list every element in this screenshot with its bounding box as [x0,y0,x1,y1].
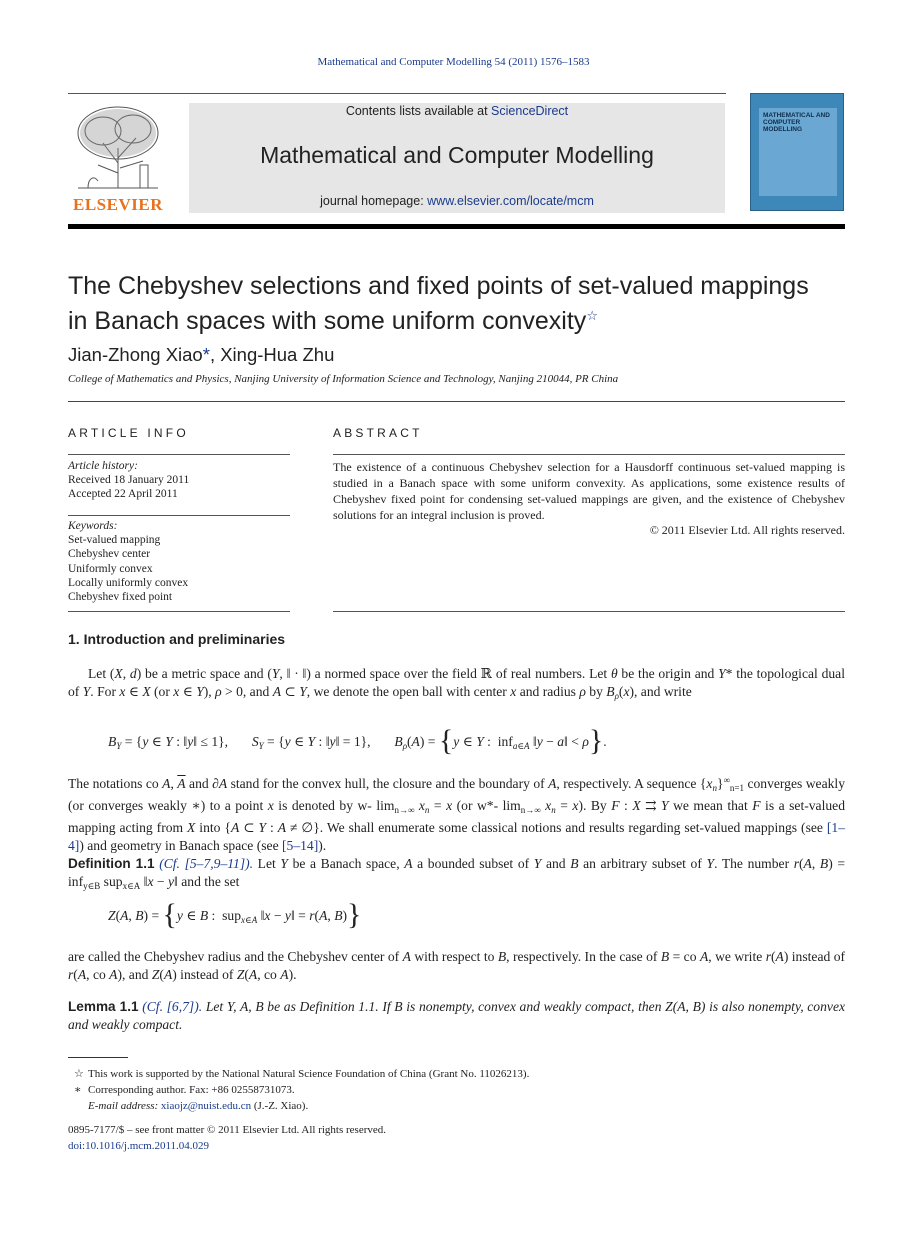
homepage-link[interactable]: www.elsevier.com/locate/mcm [427,194,594,208]
cover-title: MATHEMATICAL AND COMPUTER MODELLING [763,112,830,133]
section-title: 1. Introduction and preliminaries [68,631,286,647]
notation-paragraph: The notations co A, $\overline{A}$ and ∂A stand for the convex hull, the closure and the boundary of A, respectively. A sequence $\{x_n\}^\infty_{n=1}$ converges weakly (or converges weakly ∗) to a point x is denoted by w- $\lim_{n\to\infty} x_n = x$ (or w*- $\lim_{n\to\infty} x_n = x$). By F : X ⇉ Y we mean that F is a set-valued mapping acting from X into {A ⊂ Y : A ≠ ∅}. We shall enumerate some classical notions and results regarding set-valued mappings (see [1–4]) and geometry in Banach space (see [5–14]). [68,775,845,853]
corresponding-mark[interactable]: * [202,344,210,365]
authors [68,344,334,366]
keyword: Locally uniformly convex [68,576,189,589]
footnote-corresponding [74,1082,295,1098]
author-separator: , [209,344,221,365]
abstract-rule [333,611,845,612]
contents-prefix: Contents lists available at [345,104,492,118]
footnote-email [88,1098,308,1114]
email-link[interactable]: xiaojz@nuist.edu.cn [160,1100,252,1112]
doi-link[interactable]: doi:10.1016/j.mcm.2011.04.029 [68,1140,210,1152]
lemma-label: Lemma 1.1 [68,999,139,1014]
email-suffix: (J.-Z. Xiao). [251,1100,309,1112]
history-label: Article history: [68,460,138,472]
paper-title-text: The Chebyshev selections and fixed points of set-valued mappings in Banach spaces with some uniform convexity [68,272,809,335]
footnote-mark: ☆ [74,1068,84,1080]
elsevier-wordmark: ELSEVIER [73,195,163,214]
email-label: E-mail address: [88,1100,161,1112]
author-1: Jian-Zhong Xiao [68,344,203,365]
title-footnote-mark[interactable]: ☆ [586,308,598,323]
journal-banner [189,103,725,213]
footnote-text: This work is supported by the National Natural Science Foundation of China (Grant No. 11026213). [88,1068,530,1080]
received-date: Received 18 January 2011 [68,474,190,486]
lemma-citation[interactable]: (Cf. [6,7]). [142,999,203,1014]
journal-title: Mathematical and Computer Modelling [260,142,654,168]
elsevier-tree-icon [68,103,168,193]
article-history [68,459,189,501]
info-rule [68,611,290,612]
elsevier-logo [68,103,168,215]
accepted-date: Accepted 22 April 2011 [68,488,178,500]
abstract-text: The existence of a continuous Chebyshev selection for a Hausdorff continuous set-valued mapping is studied in a Banach space with some uniform convexity. As applications, some existence results of Chebyshev fixed point for condensing set-valued mappings are given, and the existence of Chebyshev solutions for an integral inclusion is proved. [333,460,845,522]
sciencedirect-link[interactable]: ScienceDirect [491,104,569,118]
lemma-text: Let Y, A, B be as Definition 1.1. If B is nonempty, convex and weakly compact, then Z(A, B) is also nonempty, convex and weakly compact. [68,999,846,1032]
contents-line [189,104,725,118]
info-rule [68,515,290,516]
abstract-rule [333,454,845,455]
footnote-text: Corresponding author. Fax: +86 02558731073. [88,1084,295,1096]
footnote-mark: ∗ [74,1084,82,1096]
keywords [68,519,188,604]
footnote-rule [68,1057,128,1058]
abstract-heading: ABSTRACT [333,426,423,440]
article-info-heading: ARTICLE INFO [68,426,189,440]
definition-continuation: are called the Chebyshev radius and the Chebyshev center of A with respect to B, respectively. In the case of B = co A, we write r(A) instead of r(A, co A), and Z(A) instead of Z(A, co A). [68,949,846,982]
keyword: Uniformly convex [68,562,153,575]
keyword: Chebyshev fixed point [68,591,173,604]
homepage-line [189,194,725,208]
paper-title [68,272,828,336]
info-rule [68,454,290,455]
homepage-prefix: journal homepage: [320,194,428,208]
definition-label: Definition 1.1 [68,856,155,871]
abstract-copyright: © 2011 Elsevier Ltd. All rights reserved. [649,523,845,537]
definition-paragraph: Definition 1.1 (Cf. [5–7,9–11]). Let Y be a Banach space, A a bounded subset of Y and B an arbitrary subset of Y. The number r(A, B) = inf$_{y\in B}$ sup$_{x\in A}$ ‖x − y‖ and the set [68,856,845,891]
affiliation: College of Mathematics and Physics, Nanjing University of Information Science and Technology, Nanjing 210044, PR China [68,373,619,385]
intro-paragraph: Let (X, d) be a metric space and (Y, ‖ · ‖) a normed space over the field ℝ of real numbers. Let θ be the origin and Y* the topological dual of Y. For x ∈ X (or x ∈ Y), ρ > 0, and A ⊂ Y, we denote the open ball with center x and radius ρ by $B_\rho(x)$, and write [68,666,845,701]
header-rule [68,93,726,94]
equation-chebyshev-center: Z(A, B) = {y ∈ B : sup$_{x\in A}$ ‖x − y‖ = r(A, B)} [108,898,362,931]
journal-citation[interactable]: Mathematical and Computer Modelling 54 (2011) 1576–1583 [317,56,590,68]
lemma-paragraph [68,998,845,1034]
title-rule [68,401,845,402]
keyword: Set-valued mapping [68,534,161,547]
journal-cover [750,93,844,211]
keywords-label: Keywords: [68,520,118,532]
footnote-funding [74,1066,529,1082]
header-thick-rule [68,224,845,229]
keyword: Chebyshev center [68,548,151,561]
equation-balls: $B_Y = \{y$ ∈ Y : ‖y‖ ≤ 1}, $S_Y = \{y$ ∈ Y : ‖y‖ = 1}, $B_\rho(A) = \{y$ ∈ Y : inf$_{a\in A}$ ‖y − a‖ < ρ}. [108,724,607,757]
definition-citation[interactable]: (Cf. [5–7,9–11]). [159,856,254,871]
front-matter: 0895-7177/$ – see front matter © 2011 Elsevier Ltd. All rights reserved. [68,1124,387,1136]
author-2: Xing-Hua Zhu [220,344,335,365]
